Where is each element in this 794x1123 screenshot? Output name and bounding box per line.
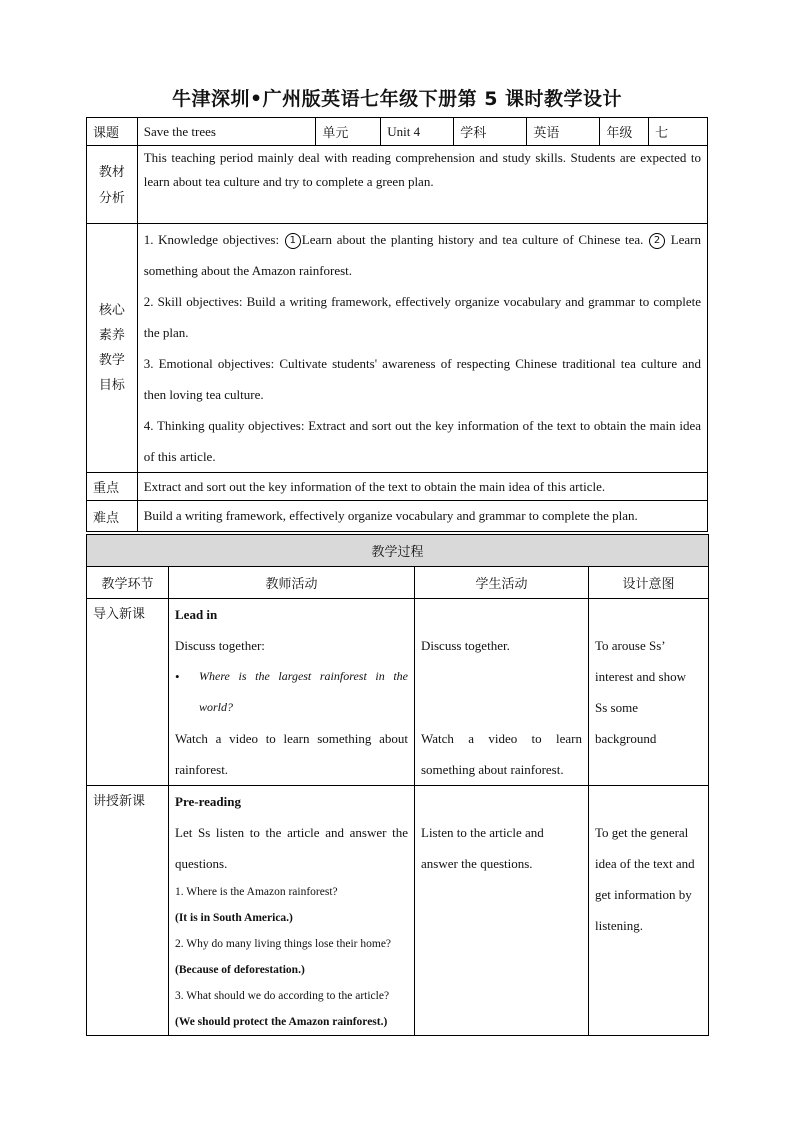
lead-in-heading: Lead in: [175, 607, 218, 622]
column-stage: 教学环节: [87, 567, 169, 599]
subject-value: 英语: [527, 118, 600, 146]
objectives-text: [137, 224, 707, 473]
analysis-label: [87, 146, 138, 224]
teacher-lead-in: [169, 599, 415, 786]
stage-new-lesson: 讲授新课: [87, 786, 169, 1036]
student-video: Watch a video to learn something about rainforest.: [421, 731, 582, 777]
objective-skill: 2. Skill objectives: Build a writing framework, effectively organize vocabulary and grammar to complete the plan.: [143, 294, 701, 340]
column-teacher: 教师活动: [169, 567, 415, 599]
column-intent: 设计意图: [589, 567, 709, 599]
grade-label: 年级: [600, 118, 649, 146]
objectives-label-line1: 核心: [98, 303, 125, 318]
objective-knowledge: 1. Knowledge objectives: 1 Learn about the planting history and tea culture of Chinese tea. 2 Learn something about the Amazon rainforest.: [143, 232, 702, 278]
lead-in-question-item: [175, 661, 408, 723]
grade-value: 七: [649, 118, 708, 146]
objectives-label-line2: 素养: [98, 328, 125, 343]
key-point-text: Extract and sort out the key information of the text to obtain the main idea of this article.: [137, 473, 707, 501]
question-1: 1. Where is the Amazon rainforest?: [175, 886, 338, 898]
lead-in-video: Watch a video to learn something about rainforest.: [175, 731, 408, 777]
column-student: 学生活动: [415, 567, 589, 599]
lead-in-question: Where is the largest rainforest in the world?: [199, 669, 408, 714]
difficulty-label: 难点: [87, 501, 138, 532]
answer-1: (It is in South America.): [175, 912, 293, 924]
analysis-label-line2: 分析: [98, 191, 125, 206]
subject-label: 学科: [454, 118, 527, 146]
circled-number-2: 2: [649, 233, 665, 249]
topic-value: Save the trees: [137, 118, 316, 146]
analysis-text: This teaching period mainly deal with reading comprehension and study skills. Students are expected to learn about tea culture and try to complete a green plan.: [137, 146, 707, 224]
student-discuss: Discuss together.: [421, 638, 510, 653]
student-new-lesson: [415, 786, 589, 1036]
unit-value: Unit 4: [381, 118, 454, 146]
process-header: 教学过程: [87, 535, 709, 567]
pre-reading-heading: Pre-reading: [175, 794, 241, 809]
answer-2: (Because of deforestation.): [175, 964, 305, 976]
stage-lead-in: 导入新课: [87, 599, 169, 786]
lead-in-discuss: Discuss together:: [175, 638, 265, 653]
difficulty-text: Build a writing framework, effectively organize vocabulary and grammar to complete the plan.: [137, 501, 707, 532]
intent-lead-in-text: To arouse Ss’ interest and show Ss some background: [595, 638, 686, 746]
circled-number-1: 1: [285, 233, 301, 249]
question-3: 3. What should we do according to the article?: [175, 990, 390, 1002]
objectives-label-line3: 教学: [98, 353, 125, 368]
pre-reading-instruction: Let Ss listen to the article and answer the questions.: [175, 825, 408, 871]
topic-label: 课题: [87, 118, 138, 146]
key-point-label: 重点: [87, 473, 138, 501]
answer-3: (We should protect the Amazon rainforest.): [175, 1016, 388, 1028]
process-table: [86, 534, 709, 1036]
intent-new-lesson-text: To get the general idea of the text and get information by listening.: [595, 825, 695, 933]
objectives-label-line4: 目标: [98, 378, 125, 393]
objective-emotional: 3. Emotional objectives: Cultivate students' awareness of respecting Chinese traditional tea culture and then loving tea culture.: [143, 356, 701, 402]
intent-new-lesson: [589, 786, 709, 1036]
bullet-icon: •: [175, 669, 180, 684]
question-2: 2. Why do many living things lose their home?: [175, 938, 392, 950]
objectives-label: [87, 224, 138, 473]
student-lead-in: [415, 599, 589, 786]
analysis-label-line1: 教材: [98, 165, 125, 180]
intent-lead-in: [589, 599, 709, 786]
objective-thinking: 4. Thinking quality objectives: Extract and sort out the key information of the text to obtain the main idea of this article.: [143, 418, 701, 464]
lesson-info-table: [86, 117, 708, 532]
unit-label: 单元: [316, 118, 381, 146]
page-title: 牛津深圳•广州版英语七年级下册第 5 课时教学设计: [171, 88, 623, 110]
teacher-new-lesson: [169, 786, 415, 1036]
student-listen: Listen to the article and answer the questions.: [421, 825, 544, 871]
